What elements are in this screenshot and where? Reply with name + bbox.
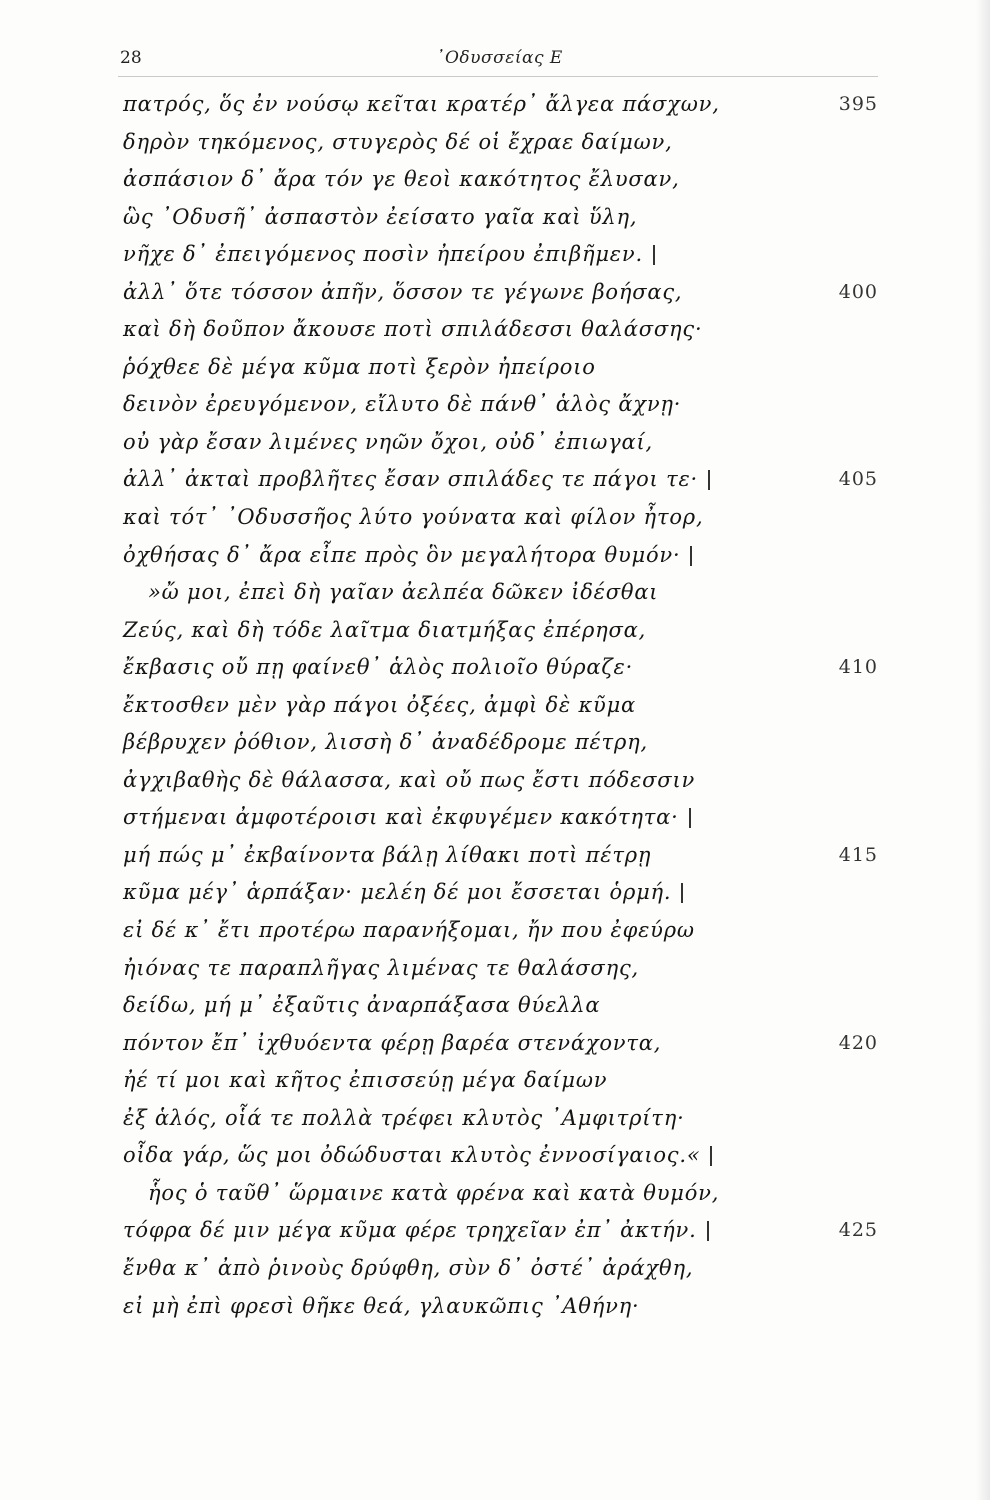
verse-line bbox=[0, 311, 990, 349]
verse-line bbox=[0, 687, 990, 725]
verse-line bbox=[0, 161, 990, 199]
verse-text: δηρὸν τηκόμενος, στυγερὸς δέ οἱ ἔχραε δαίμων, bbox=[123, 129, 673, 154]
verse-text: καὶ τότ᾿ ᾿Οδυσσῆος λύτο γούνατα καὶ φίλον ἦτορ, bbox=[123, 505, 704, 530]
verse-text: ἀσπάσιον δ᾿ ἄρα τόν γε θεοὶ κακότητος ἔλυσαν, bbox=[123, 167, 680, 192]
running-head bbox=[118, 46, 878, 77]
caesura-mark bbox=[710, 1146, 712, 1166]
verse-text: ἐξ ἁλός, οἷά τε πολλὰ τρέφει κλυτὸς ᾿Αμφιτρίτη· bbox=[123, 1105, 685, 1130]
verse-text: »ὤ μοι, ἐπεὶ δὴ γαῖαν ἀελπέα δῶκεν ἰδέσθαι bbox=[148, 580, 659, 605]
verse-text: τόφρα δέ μιν μέγα κῦμα φέρε τρηχεῖαν ἐπ᾿ ἀκτήν. bbox=[123, 1218, 697, 1243]
verse-text: ὀχθήσας δ᾿ ἄρα εἶπε πρὸς ὃν μεγαλήτορα θυμόν· bbox=[123, 542, 681, 567]
verse-line bbox=[0, 649, 990, 687]
line-number: 405 bbox=[838, 468, 878, 491]
verse-line bbox=[0, 236, 990, 274]
verse-line bbox=[0, 349, 990, 387]
line-number: 395 bbox=[838, 93, 878, 115]
verse-text: εἰ μὴ ἐπὶ φρεσὶ θῆκε θεά, γλαυκῶπις ᾿Αθήνη· bbox=[123, 1293, 640, 1318]
verse-line bbox=[0, 574, 990, 612]
verse-line bbox=[0, 950, 990, 988]
verse-line bbox=[0, 874, 990, 912]
caesura-mark bbox=[707, 1221, 709, 1241]
verse-text: οἶδα γάρ, ὥς μοι ὀδώδυσται κλυτὸς ἐννοσίγαιος.« bbox=[123, 1143, 701, 1168]
line-number: 410 bbox=[838, 656, 878, 679]
verse-text: οὐ γὰρ ἔσαν λιμένες νηῶν ὄχοι, οὐδ᾿ ἐπιωγαί, bbox=[123, 429, 654, 454]
verse-line bbox=[0, 86, 990, 124]
verse-line bbox=[0, 386, 990, 424]
verse-text: στήμεναι ἀμφοτέροισι καὶ ἐκφυγέμεν κακότητα· bbox=[123, 805, 679, 830]
verse-line bbox=[0, 1100, 990, 1138]
verse-text: Ζεύς, καὶ δὴ τόδε λαῖτμα διατμήξας ἐπέρησα, bbox=[123, 617, 647, 642]
verse-text: δεινὸν ἐρευγόμενον, εἴλυτο δὲ πάνθ᾿ ἁλὸς ἄχνῃ· bbox=[123, 392, 682, 417]
verse-line bbox=[0, 424, 990, 462]
verse-line bbox=[0, 1137, 990, 1175]
verse-line bbox=[0, 762, 990, 800]
line-number: 400 bbox=[838, 280, 878, 303]
caesura-mark bbox=[681, 883, 683, 903]
verse-text: ἀλλ᾿ ἀκταὶ προβλῆτες ἔσαν σπιλάδες τε πάγοι τε· bbox=[123, 467, 699, 492]
verse-line bbox=[0, 837, 990, 875]
verse-text: ἠέ τί μοι καὶ κῆτος ἐπισσεύῃ μέγα δαίμων bbox=[123, 1068, 608, 1093]
verse-text: δείδω, μή μ᾿ ἐξαῦτις ἀναρπάξασα θύελλα bbox=[123, 993, 601, 1018]
page-number: 28 bbox=[120, 48, 142, 68]
caesura-mark bbox=[653, 245, 655, 265]
verse-text: ἔνθα κ᾿ ἀπὸ ῥινοὺς δρύφθη, σὺν δ᾿ ὀστέ᾿ ἀράχθη, bbox=[123, 1255, 694, 1280]
verse-line bbox=[0, 124, 990, 162]
verse-line bbox=[0, 499, 990, 537]
verse-line bbox=[0, 461, 990, 499]
verse-text: πόντον ἔπ᾿ ἰχθυόεντα φέρῃ βαρέα στενάχοντα, bbox=[123, 1030, 662, 1055]
verse-lines bbox=[0, 86, 990, 1325]
verse-text: καὶ δὴ δοῦπον ἄκουσε ποτὶ σπιλάδεσσι θαλάσσης· bbox=[123, 317, 703, 342]
caesura-mark bbox=[690, 546, 692, 566]
verse-text: ἠιόνας τε παραπλῆγας λιμένας τε θαλάσσης, bbox=[123, 955, 639, 980]
verse-text: ἀγχιβαθὴς δὲ θάλασσα, καὶ οὔ πως ἔστι πόδεσσιν bbox=[123, 767, 696, 792]
verse-line bbox=[0, 274, 990, 312]
line-number: 420 bbox=[838, 1031, 878, 1054]
verse-text: νῆχε δ᾿ ἐπειγόμενος ποσὶν ἠπείρου ἐπιβῆμεν. bbox=[123, 242, 643, 267]
verse-line bbox=[0, 724, 990, 762]
caesura-mark bbox=[689, 808, 691, 828]
verse-line bbox=[0, 1025, 990, 1063]
verse-line bbox=[0, 1212, 990, 1250]
verse-line bbox=[0, 537, 990, 575]
caesura-mark bbox=[708, 470, 710, 490]
verse-line bbox=[0, 1250, 990, 1288]
verse-text: ῥόχθεε δὲ μέγα κῦμα ποτὶ ξερὸν ἠπείροιο bbox=[123, 354, 596, 379]
verse-text: ἧος ὁ ταῦθ᾿ ὥρμαινε κατὰ φρένα καὶ κατὰ θυμόν, bbox=[148, 1180, 720, 1205]
page-edge-shadow bbox=[976, 0, 990, 1500]
book-title: ᾿Οδυσσείας Ε bbox=[436, 48, 563, 68]
verse-line bbox=[0, 1062, 990, 1100]
line-number: 415 bbox=[838, 843, 878, 866]
verse-text: ὣς ᾿Οδυσῆ᾿ ἀσπαστὸν ἐείσατο γαῖα καὶ ὕλη, bbox=[123, 204, 638, 229]
verse-text: βέβρυχεν ῥόθιον, λισσὴ δ᾿ ἀναδέδρομε πέτρη, bbox=[123, 730, 648, 755]
verse-text: εἰ δέ κ᾿ ἔτι προτέρω παρανήξομαι, ἤν που ἐφεύρω bbox=[123, 918, 695, 943]
verse-text: μή πώς μ᾿ ἐκβαίνοντα βάλῃ λίθακι ποτὶ πέτρῃ bbox=[123, 842, 652, 867]
verse-text: ἀλλ᾿ ὅτε τόσσον ἀπῆν, ὅσσον τε γέγωνε βοήσας, bbox=[123, 279, 683, 304]
verse-line bbox=[0, 199, 990, 237]
verse-line bbox=[0, 987, 990, 1025]
verse-line bbox=[0, 1175, 990, 1213]
verse-line bbox=[0, 912, 990, 950]
verse-line bbox=[0, 612, 990, 650]
verse-text: κῦμα μέγ᾿ ἁρπάξαν· μελέη δέ μοι ἔσσεται ὁρμή. bbox=[123, 880, 672, 905]
verse-text: ἔκτοσθεν μὲν γὰρ πάγοι ὀξέες, ἀμφὶ δὲ κῦμα bbox=[123, 692, 637, 717]
verse-line bbox=[0, 799, 990, 837]
verse-text: πατρός, ὅς ἐν νούσῳ κεῖται κρατέρ᾿ ἄλγεα πάσχων, bbox=[123, 92, 720, 116]
line-number: 425 bbox=[838, 1219, 878, 1242]
verse-text: ἔκβασις οὔ πῃ φαίνεθ᾿ ἁλὸς πολιοῖο θύραζε· bbox=[123, 655, 634, 680]
verse-line bbox=[0, 1288, 990, 1326]
